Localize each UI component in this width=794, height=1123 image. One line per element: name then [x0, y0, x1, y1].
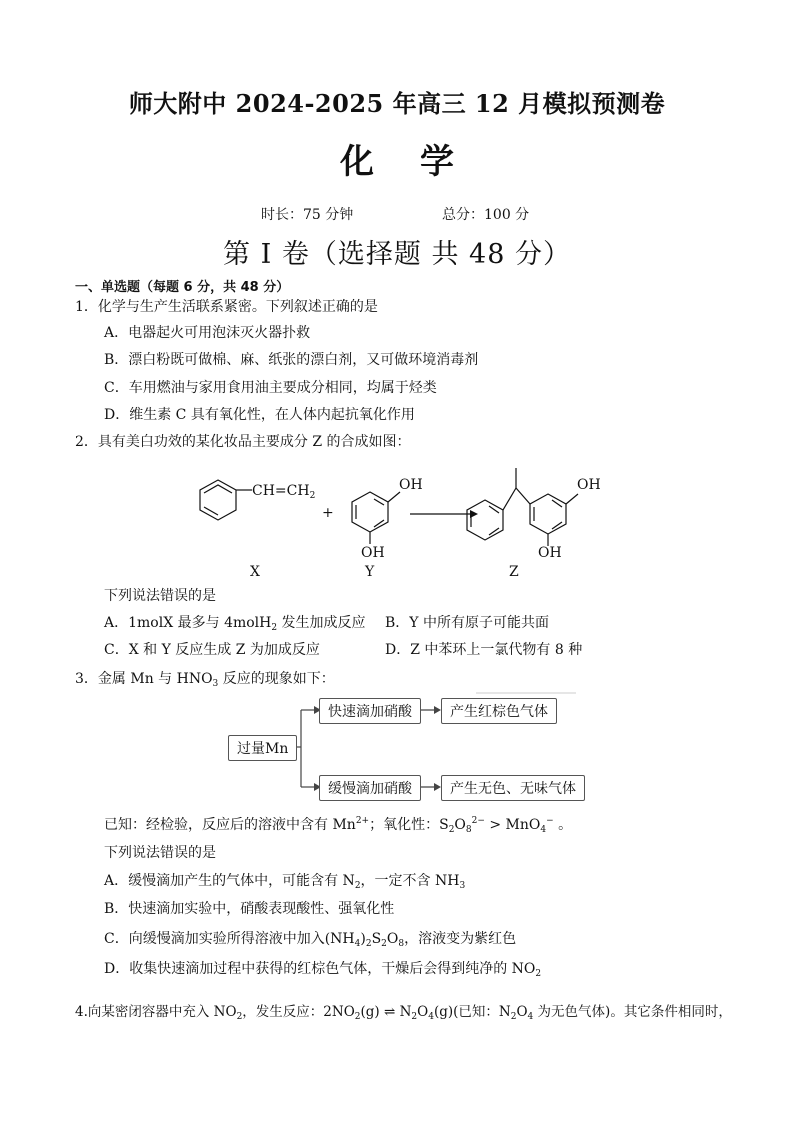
- z-benzene-ring-right: [530, 494, 566, 534]
- label-x: X: [250, 564, 260, 580]
- flow-box-fast-add: 快速滴加硝酸: [319, 698, 421, 724]
- q1-option-a: A．电器起火可用泡沫灭火器扑救: [104, 325, 311, 341]
- section-heading: 一、单选题（每题 6 分，共 48 分）: [75, 280, 290, 295]
- plus-sign: +: [322, 505, 334, 521]
- q3-option-c: C．向缓慢滴加实验所得溶液中加入$(NH_4)_2S_2O_8$，溶液变为紫红色: [104, 931, 517, 949]
- q2-option-d: D．Z 中苯环上一氯代物有 8 种: [385, 642, 583, 658]
- q3-known-info: 已知：经检验，反应后的溶液中含有 $Mn^{2+}$；氧化性：$S_2O_8^{2-} > MnO_4^-$ 。: [104, 816, 573, 835]
- q2-prompt: 下列说法错误的是: [104, 588, 216, 604]
- q4-stem: 4.向某密闭容器中充入 $NO_2$，发生反应：$2NO_2(g)$ ⇌ $N_2O_4(g)$(已知：$N_2O_4$ 为无色气体)。其它条件相同时，: [75, 1004, 732, 1022]
- flow-box-excess-mn: 过量Mn: [228, 735, 297, 761]
- label-z: Z: [509, 564, 519, 580]
- y-oh-top: OH: [399, 477, 423, 493]
- total-score: 总分：100 分: [442, 207, 530, 223]
- q1-stem: 1．化学与生产生活联系紧密。下列叙述正确的是: [75, 299, 378, 315]
- flow-box-slow-add: 缓慢滴加硝酸: [319, 775, 421, 801]
- duration: 时长：75 分钟: [261, 207, 354, 223]
- part-heading: 第 I 卷（选择题 共 48 分）: [223, 239, 571, 270]
- q3-option-b: B．快速滴加实验中，硝酸表现酸性、强氧化性: [104, 901, 395, 917]
- x-vinyl-group: $CH=CH_2$: [252, 483, 316, 501]
- q3-prompt: 下列说法错误的是: [104, 845, 216, 861]
- z-benzene-ring-left: [467, 500, 503, 540]
- subject-title: 化学: [340, 142, 500, 182]
- q3-option-a: A．缓慢滴加产生的气体中，可能含有 $N_2$，一定不含 $NH_3$: [104, 873, 466, 891]
- flow-box-fast-result: 产生红棕色气体: [441, 698, 557, 724]
- z-oh-bottom: OH: [538, 545, 562, 561]
- y-benzene-ring: [352, 492, 388, 532]
- q2-option-a: A．1molX 最多与 4molH$_2$ 发生加成反应: [104, 615, 366, 633]
- q2-stem: 2．具有美白功效的某化妆品主要成分 Z 的合成如图：: [75, 434, 411, 450]
- q2-option-b: B．Y 中所有原子可能共面: [385, 615, 549, 631]
- q2-option-c: C．X 和 Y 反应生成 Z 为加成反应: [104, 642, 320, 658]
- q1-option-b: B．漂白粉既可做棉、麻、纸张的漂白剂，又可做环境消毒剂: [104, 352, 479, 368]
- z-oh-top: OH: [577, 477, 601, 493]
- exam-title: 师大附中 2024-2025 年高三 12 月模拟预测卷: [128, 89, 666, 118]
- flow-box-slow-result: 产生无色、无味气体: [441, 775, 585, 801]
- x-benzene-ring: [200, 480, 236, 520]
- q3-option-d: D．收集快速滴加过程中获得的红棕色气体，干燥后会得到纯净的 $NO_2$: [104, 961, 542, 979]
- y-oh-bottom: OH: [361, 545, 385, 561]
- q3-stem: 3．金属 Mn 与 $HNO_3$ 反应的现象如下：: [75, 671, 335, 689]
- label-y: Y: [365, 564, 375, 580]
- q1-option-c: C．车用燃油与家用食用油主要成分相同，均属于烃类: [104, 380, 437, 396]
- q1-option-d: D．维生素 C 具有氧化性，在人体内起抗氧化作用: [104, 407, 415, 423]
